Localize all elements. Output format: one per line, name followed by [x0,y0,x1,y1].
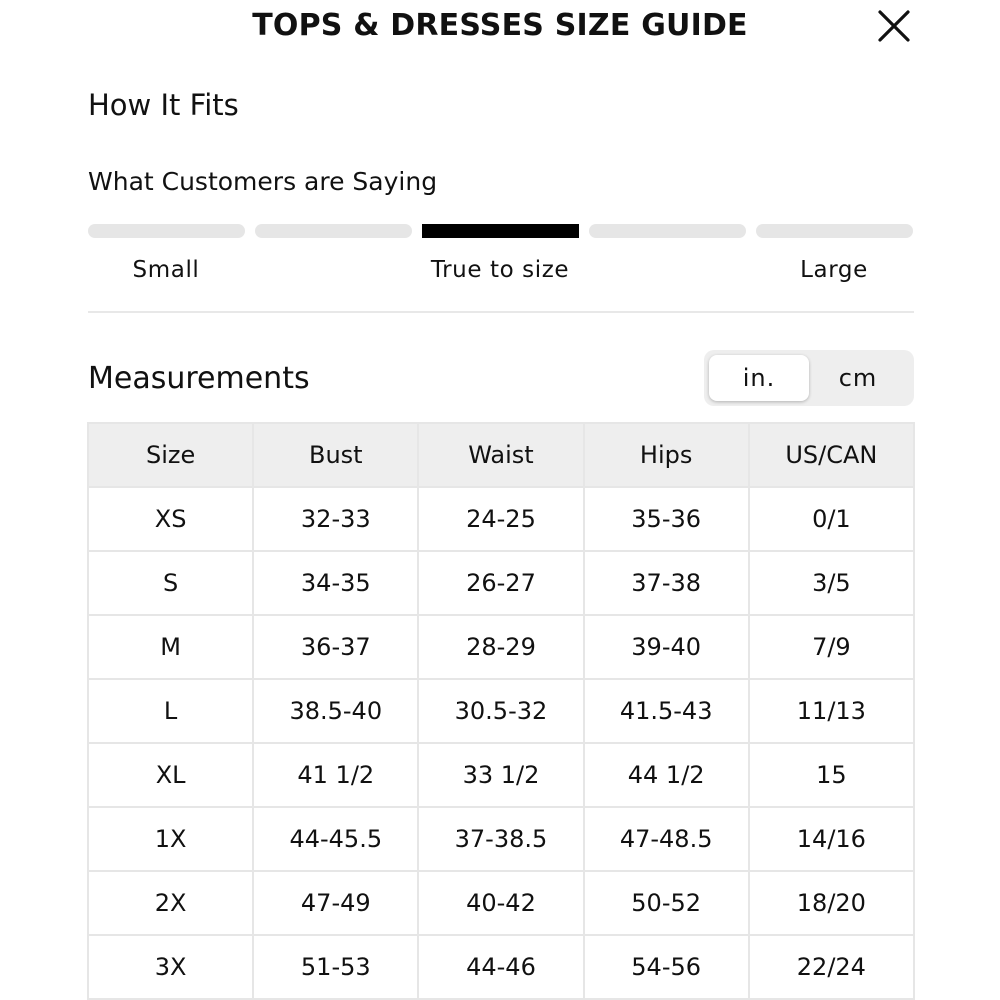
table-cell: 51-53 [253,935,418,999]
table-cell: 44-46 [418,935,583,999]
how-it-fits-heading: How It Fits [88,88,239,122]
table-cell: 7/9 [749,615,914,679]
table-row [88,551,914,615]
table-row [88,615,914,679]
table-cell: 47-48.5 [584,807,749,871]
fit-rating-bar [88,224,914,238]
table-row [88,871,914,935]
unit-toggle [704,350,914,406]
table-cell: 1X [88,807,253,871]
table-cell: 38.5-40 [253,679,418,743]
column-header: Waist [418,423,583,487]
table-cell: 40-42 [418,871,583,935]
table-cell: 0/1 [749,487,914,551]
table-cell: L [88,679,253,743]
table-cell: 22/24 [749,935,914,999]
table-cell: 41.5-43 [584,679,749,743]
close-button[interactable] [874,6,914,46]
fit-label-large: Large [800,257,868,283]
table-row [88,487,914,551]
table-row [88,679,914,743]
table-row [88,743,914,807]
fit-segment-2 [255,224,412,238]
column-header: US/CAN [749,423,914,487]
fit-segment-4 [589,224,746,238]
size-table [87,422,915,1000]
table-row [88,807,914,871]
table-cell: S [88,551,253,615]
table-cell: 2X [88,871,253,935]
customers-saying-subheading: What Customers are Saying [88,167,438,196]
table-cell: 41 1/2 [253,743,418,807]
table-cell: 32-33 [253,487,418,551]
modal-title: TOPS & DRESSES SIZE GUIDE [252,8,748,43]
table-cell: 37-38.5 [418,807,583,871]
table-cell: M [88,615,253,679]
table-cell: 30.5-32 [418,679,583,743]
table-cell: 3/5 [749,551,914,615]
table-cell: 28-29 [418,615,583,679]
unit-inches-option[interactable]: in. [709,355,809,401]
column-header: Bust [253,423,418,487]
table-row [88,935,914,999]
table-cell: 50-52 [584,871,749,935]
measurements-heading: Measurements [88,361,310,396]
table-cell: 36-37 [253,615,418,679]
table-cell: 14/16 [749,807,914,871]
section-divider [88,311,914,313]
table-cell: 24-25 [418,487,583,551]
column-header: Hips [584,423,749,487]
unit-cm-option[interactable]: cm [838,364,878,392]
fit-label-true-to-size: True to size [430,257,570,283]
table-cell: XL [88,743,253,807]
table-cell: 26-27 [418,551,583,615]
table-cell: 18/20 [749,871,914,935]
column-header: Size [88,423,253,487]
table-header-row [88,423,914,487]
fit-segment-3-selected [422,224,579,238]
table-cell: 15 [749,743,914,807]
table-cell: 54-56 [584,935,749,999]
close-icon [874,6,914,46]
table-cell: XS [88,487,253,551]
table-cell: 39-40 [584,615,749,679]
table-cell: 37-38 [584,551,749,615]
table-cell: 35-36 [584,487,749,551]
table-cell: 34-35 [253,551,418,615]
table-cell: 44-45.5 [253,807,418,871]
table-cell: 3X [88,935,253,999]
fit-label-small: Small [132,257,200,283]
fit-segment-5 [756,224,913,238]
table-cell: 47-49 [253,871,418,935]
table-cell: 11/13 [749,679,914,743]
fit-segment-1 [88,224,245,238]
table-cell: 33 1/2 [418,743,583,807]
table-cell: 44 1/2 [584,743,749,807]
